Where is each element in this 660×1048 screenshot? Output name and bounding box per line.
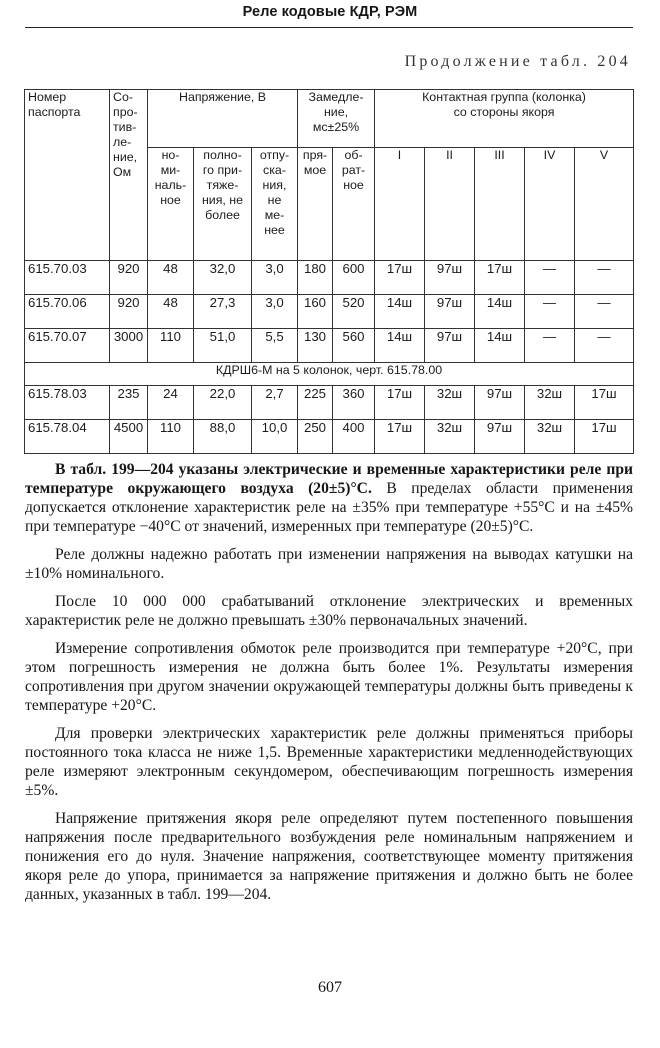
table-cell: 32,0: [194, 261, 252, 295]
header-contact-group: Контактная группа (колонка) со стороны якоря: [375, 90, 634, 148]
table-cell: 180: [298, 261, 333, 295]
table-cell: 17ш: [375, 420, 425, 454]
running-title: Реле кодовые КДР, РЭМ: [242, 4, 418, 20]
table-section-heading: КДРШ6-М на 5 колонок, черт. 615.78.00: [25, 363, 634, 386]
table-cell: 97ш: [425, 261, 475, 295]
header-delay-release: об- рат- ное: [333, 148, 375, 261]
table-cell: 22,0: [194, 386, 252, 420]
table-cell: 3,0: [252, 295, 298, 329]
table-cell: —: [575, 329, 634, 363]
table-cell: 48: [148, 261, 194, 295]
table-cell: 32ш: [525, 386, 575, 420]
header-delay-group: Замедле- ние, мс±25%: [298, 90, 375, 148]
table-cell: 600: [333, 261, 375, 295]
table-cell: 615.70.03: [25, 261, 110, 295]
table-row: [25, 295, 634, 329]
table-cell: 920: [110, 295, 148, 329]
table-cell: 97ш: [475, 386, 525, 420]
table-cell: 360: [333, 386, 375, 420]
table-cell: 48: [148, 295, 194, 329]
table-cell: 17ш: [375, 386, 425, 420]
table-cell: 97ш: [475, 420, 525, 454]
table-cell: 110: [148, 420, 194, 454]
paragraph-5: Для проверки электрических характеристик реле должны применяться приборы постоянного тока класса не ниже 1,5. Временные характеристики медленнодействующих реле измеряют электронным секундомером, обеспечивающим погрешность измерения ±5%.: [25, 725, 633, 799]
paragraph-2: Реле должны надежно работать при изменении напряжения на выводах катушки на ±10% номинального.: [25, 546, 633, 582]
header-delay-pickup: пря- мое: [298, 148, 333, 261]
table-cell: 130: [298, 329, 333, 363]
table-cell: 14ш: [375, 329, 425, 363]
table-cell: 615.70.06: [25, 295, 110, 329]
header-rule: [25, 27, 633, 28]
header-column-5: V: [575, 148, 634, 261]
table-cell: 615.78.03: [25, 386, 110, 420]
table-cell: 10,0: [252, 420, 298, 454]
table-cell: 160: [298, 295, 333, 329]
body-text: [25, 460, 633, 913]
paragraph-4: Измерение сопротивления обмоток реле производится при температуре +20°С, при этом погрешность измерения не должна быть более 1%. Результаты измерения сопротивления при другом значении окружающей температуры должны быть приведены к температуре +20°С.: [25, 640, 633, 714]
header-resistance: Со- про- тив- ле- ние, Ом: [110, 90, 148, 261]
table-cell: —: [525, 295, 575, 329]
table-cell: 14ш: [475, 329, 525, 363]
table-cell: 24: [148, 386, 194, 420]
header-column-3: III: [475, 148, 525, 261]
paragraph-6: Напряжение притяжения якоря реле определяют путем постепенного повышения напряжения после предварительного возбуждения реле номинальным напряжением и понижения его до нуля. Значение напряжения, соответствующее моменту притяжения якоря реле до упора, принимается за напряжение притяжения и должно быть не более данных, указанных в табл. 199—204.: [25, 810, 633, 903]
table-row: [25, 420, 634, 454]
table-cell: 17ш: [375, 261, 425, 295]
table-cell: 97ш: [425, 329, 475, 363]
page-number: 607: [318, 979, 342, 996]
table-cell: 235: [110, 386, 148, 420]
table-cell: 250: [298, 420, 333, 454]
table-cell: 32ш: [525, 420, 575, 454]
page-header: [0, 0, 660, 30]
header-voltage-pickup: полно- го при- тяже- ния, не более: [194, 148, 252, 261]
table-cell: —: [575, 261, 634, 295]
table-cell: 615.78.04: [25, 420, 110, 454]
table-cell: 32ш: [425, 420, 475, 454]
table-cell: 110: [148, 329, 194, 363]
table-continuation-label: Продолжение табл. 204: [404, 53, 631, 70]
table-cell: 17ш: [475, 261, 525, 295]
header-column-4: IV: [525, 148, 575, 261]
paragraph-1-text: В пределах области применения допускается отклонение характеристик реле на ±35% при температуре +55°С и на ±45% при температуре −40°С от значений, измеренных при температуре (20±5)°С.: [25, 480, 633, 535]
paragraph-3: После 10 000 000 срабатываний отклонение электрических и временных характеристик реле не должно превышать ±30% первоначальных значений.: [25, 593, 633, 629]
table-cell: 17ш: [575, 386, 634, 420]
header-column-1: I: [375, 148, 425, 261]
table-cell: 32ш: [425, 386, 475, 420]
table-cell: 17ш: [575, 420, 634, 454]
table-cell: —: [575, 295, 634, 329]
table-cell: 3000: [110, 329, 148, 363]
header-voltage-nominal: но- ми- наль- ное: [148, 148, 194, 261]
table-cell: 5,5: [252, 329, 298, 363]
table-row: [25, 329, 634, 363]
relay-spec-table: [24, 89, 634, 454]
table-cell: 615.70.07: [25, 329, 110, 363]
header-voltage-release: отпу- ска- ния, не ме- нее: [252, 148, 298, 261]
header-passport-number: Номер паспорта: [25, 90, 110, 261]
table-cell: 97ш: [425, 295, 475, 329]
table-cell: 4500: [110, 420, 148, 454]
table-cell: 560: [333, 329, 375, 363]
paragraph-1-bold-lead: В табл. 199—204 указаны электрические и временные характеристики реле при температуре окружающего воздуха (20±5)°С.: [25, 461, 633, 497]
table-cell: 400: [333, 420, 375, 454]
table-cell: —: [525, 329, 575, 363]
table-cell: —: [525, 261, 575, 295]
table-cell: 520: [333, 295, 375, 329]
table-cell: 27,3: [194, 295, 252, 329]
table-cell: 51,0: [194, 329, 252, 363]
table-row: [25, 261, 634, 295]
paragraph-1: [25, 460, 633, 536]
table-cell: 3,0: [252, 261, 298, 295]
header-voltage-group: Напряжение, В: [148, 90, 298, 148]
table-cell: 88,0: [194, 420, 252, 454]
table-cell: 225: [298, 386, 333, 420]
table-cell: 920: [110, 261, 148, 295]
table-cell: 2,7: [252, 386, 298, 420]
table-cell: 14ш: [375, 295, 425, 329]
header-column-2: II: [425, 148, 475, 261]
table-row: [25, 386, 634, 420]
table-cell: 14ш: [475, 295, 525, 329]
